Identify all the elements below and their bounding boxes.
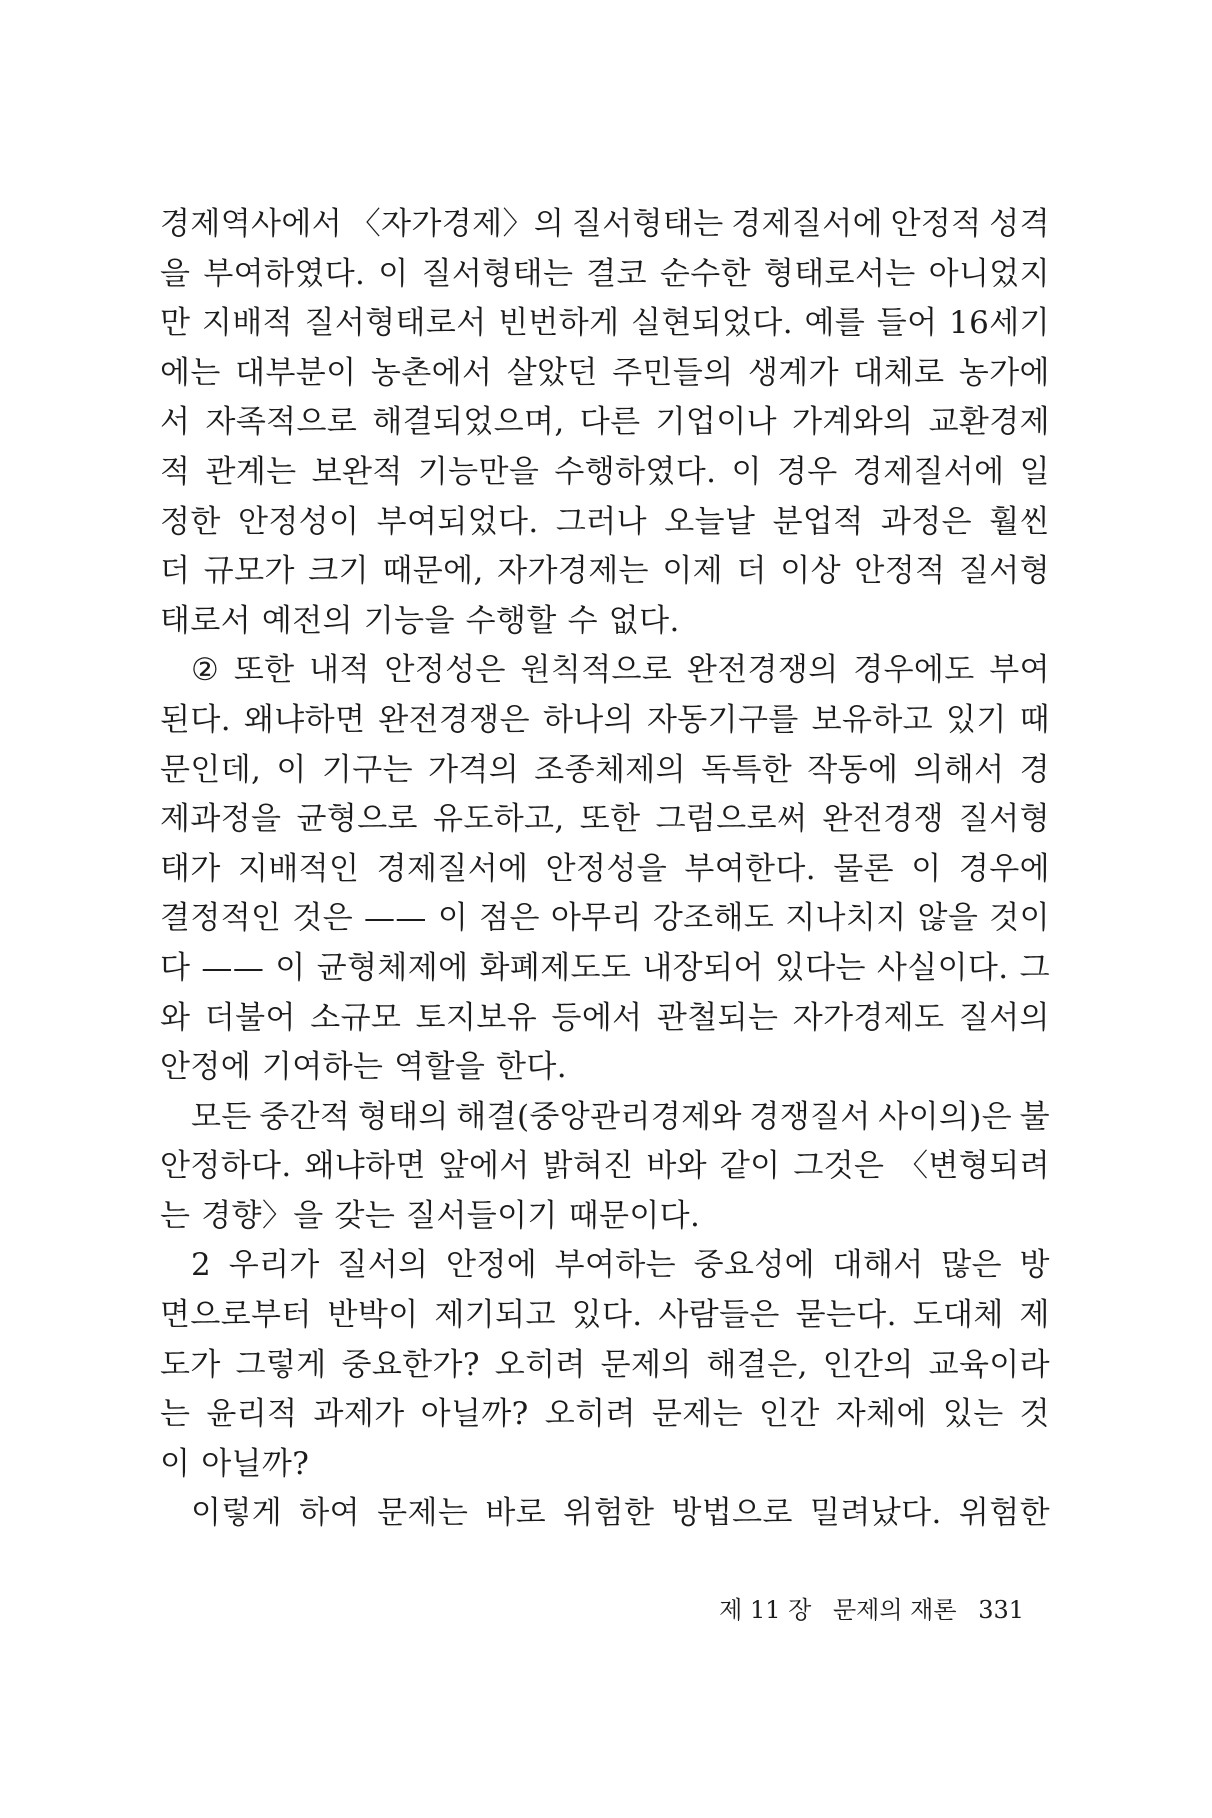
text-line: ② 또한 내적 안정성은 원칙적으로 완전경쟁의 경우에도 부여 — [191, 652, 1050, 689]
text-line: 된다. 왜냐하면 완전경쟁은 하나의 자동기구를 보유하고 있기 때 — [160, 701, 1050, 738]
text-line: 면으로부터 반박이 제기되고 있다. 사람들은 묻는다. 도대체 제 — [160, 1297, 1050, 1334]
text-line: 정한 안정성이 부여되었다. 그러나 오늘날 분업적 과정은 훨씬 — [160, 503, 1050, 540]
text-line: 는 윤리적 과제가 아닐까? 오히려 문제는 인간 자체에 있는 것 — [160, 1396, 1050, 1433]
text-line: 안정에 기여하는 역할을 한다. — [160, 1049, 567, 1086]
text-line: 제과정을 균형으로 유도하고, 또한 그럼으로써 완전경쟁 질서형 — [160, 801, 1050, 838]
text-line: 태가 지배적인 경제질서에 안정성을 부여한다. 물론 이 경우에 — [160, 850, 1050, 887]
text-line: 결정적인 것은 —— 이 점은 아무리 강조해도 지나치지 않을 것이 — [160, 900, 1050, 937]
text-line: 는 경향〉을 갖는 질서들이기 때문이다. — [160, 1197, 701, 1234]
text-line: 만 지배적 질서형태로서 빈번하게 실현되었다. 예를 들어 16세기 — [160, 305, 1050, 342]
text-line: 경제역사에서 〈자가경제〉의 질서형태는 경제질서에 안정적 성격 — [160, 206, 1050, 242]
text-line: 도가 그렇게 중요한가? 오히려 문제의 해결은, 인간의 교육이라 — [160, 1346, 1050, 1383]
chapter-title: 문제의 재론 — [832, 1596, 957, 1624]
text-line: 더 규모가 크기 때문에, 자가경제는 이제 더 이상 안정적 질서형 — [160, 553, 1050, 590]
text-line: 안정하다. 왜냐하면 앞에서 밝혀진 바와 같이 그것은 〈변형되려 — [160, 1148, 1050, 1185]
text-line: 을 부여하였다. 이 질서형태는 결코 순수한 형태로서는 아니었지 — [160, 255, 1050, 292]
text-line: 모든 중간적 형태의 해결(중앙관리경제와 경쟁질서 사이의)은 불 — [191, 1098, 1050, 1135]
text-line: 2 우리가 질서의 안정에 부여하는 중요성에 대해서 많은 방 — [191, 1247, 1050, 1284]
text-line: 다 —— 이 균형체제에 화폐제도도 내장되어 있다는 사실이다. 그 — [160, 949, 1050, 986]
page-number: 331 — [978, 1596, 1024, 1624]
text-line: 와 더불어 소규모 토지보유 등에서 관철되는 자가경제도 질서의 — [160, 999, 1050, 1036]
text-line: 태로서 예전의 기능을 수행할 수 없다. — [160, 602, 680, 639]
text-line: 문인데, 이 기구는 가격의 조종체제의 독특한 작동에 의해서 경 — [160, 751, 1050, 788]
text-line: 에는 대부분이 농촌에서 살았던 주민들의 생계가 대체로 농가에 — [160, 354, 1050, 391]
text-line: 이 아닐까? — [160, 1445, 310, 1482]
chapter-label: 제 11 장 — [719, 1596, 812, 1624]
text-line: 적 관계는 보완적 기능만을 수행하였다. 이 경우 경제질서에 일 — [160, 453, 1050, 490]
text-line: 이렇게 하여 문제는 바로 위험한 방법으로 밀려났다. 위험한 — [191, 1495, 1050, 1532]
body-text — [160, 200, 1050, 1539]
running-footer — [705, 1590, 1024, 1625]
text-line: 서 자족적으로 해결되었으며, 다른 기업이나 가계와의 교환경제 — [160, 404, 1050, 441]
